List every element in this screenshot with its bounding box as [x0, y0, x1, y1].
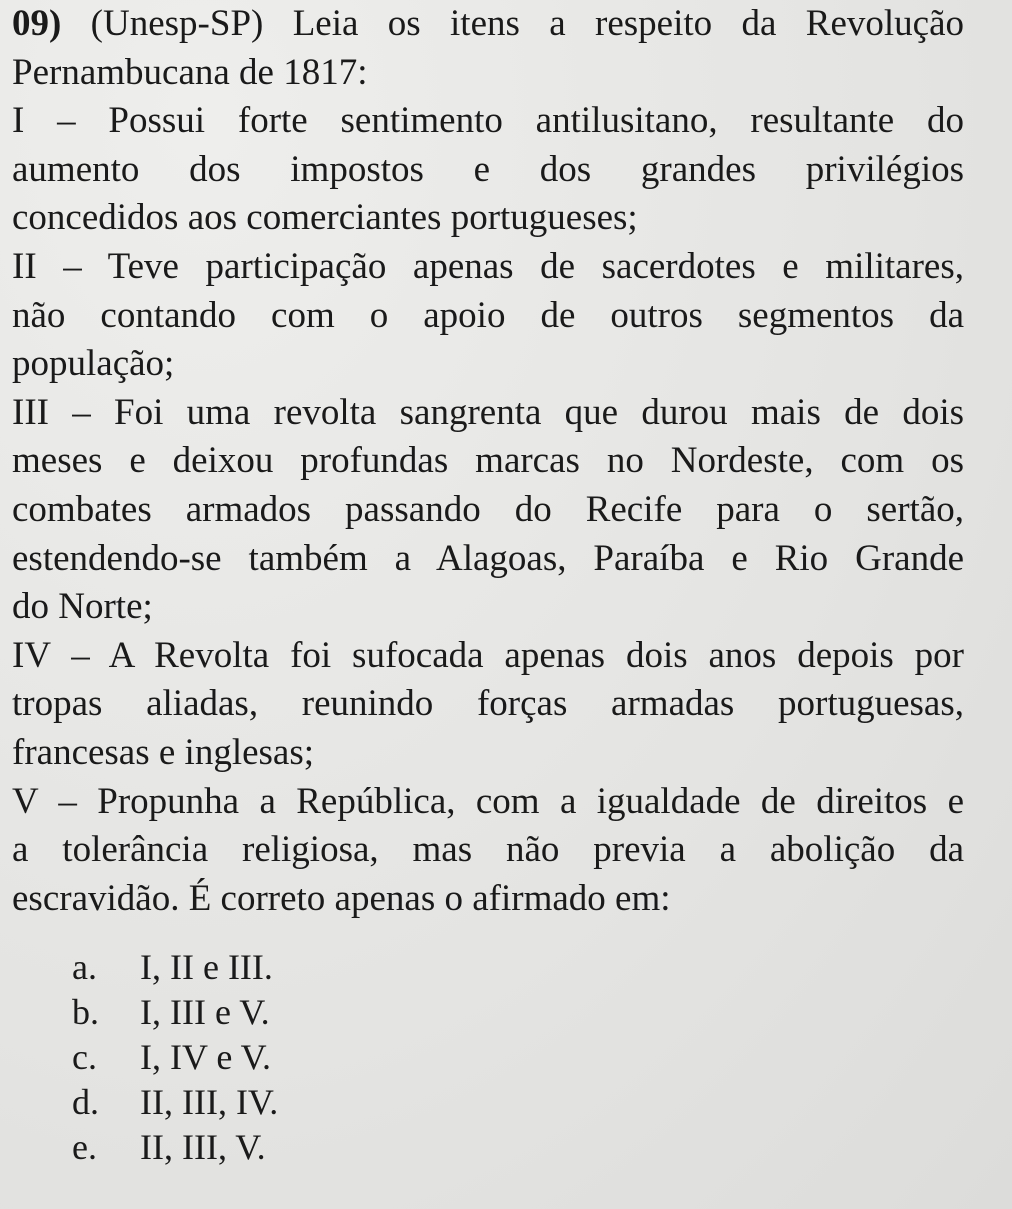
option-letter: d. — [72, 1082, 99, 1122]
option-text: II, III, IV. — [140, 1082, 279, 1122]
option-c[interactable] — [72, 1035, 278, 1080]
item-line: IV – A Revolta foi sufocada apenas dois anos depois por — [12, 634, 964, 676]
item-line: do Norte; — [12, 586, 153, 628]
option-b[interactable] — [72, 990, 278, 1035]
item-line: não contando com o apoio de outros segmentos da — [12, 294, 964, 336]
option-d[interactable] — [72, 1080, 278, 1125]
item-line: V – Propunha a República, com a igualdade de direitos e — [12, 780, 964, 822]
option-text: II, III, V. — [140, 1127, 266, 1167]
item-line: população; — [12, 343, 175, 385]
item-line: II – Teve participação apenas de sacerdotes e militares, — [12, 245, 964, 287]
option-text: I, II e III. — [140, 947, 273, 987]
question-number: 09) — [12, 3, 62, 44]
item-line: francesas e inglesas; — [12, 731, 315, 773]
item-line: concedidos aos comerciantes portugueses; — [12, 197, 638, 239]
item-line: escravidão. É correto apenas o afirmado em: — [12, 877, 671, 919]
question-text — [12, 0, 964, 923]
option-letter: a. — [72, 947, 97, 987]
option-text: I, III e V. — [140, 992, 270, 1032]
question-line-text: (Unesp-SP) Leia os itens a respeito da Revolução — [61, 3, 964, 44]
option-text: I, IV e V. — [140, 1037, 272, 1077]
item-line: tropas aliadas, reunindo forças armadas portuguesas, — [12, 683, 964, 725]
answer-options — [72, 945, 278, 1170]
item-line: a tolerância religiosa, mas não previa a abolição da — [12, 829, 964, 871]
option-letter: e. — [72, 1127, 97, 1167]
question-line: Pernambucana de 1817: — [12, 51, 368, 93]
option-e[interactable] — [72, 1125, 278, 1170]
option-letter: c. — [72, 1037, 97, 1077]
item-line: aumento dos impostos e dos grandes privilégios — [12, 148, 964, 190]
item-line: meses e deixou profundas marcas no Nordeste, com os — [12, 440, 964, 482]
item-line: I – Possui forte sentimento antilusitano, resultante do — [12, 100, 964, 142]
option-letter: b. — [72, 992, 99, 1032]
question-line — [12, 0, 964, 49]
item-line: estendendo-se também a Alagoas, Paraíba e Rio Grande — [12, 537, 964, 579]
item-line: III – Foi uma revolta sangrenta que durou mais de dois — [12, 391, 964, 433]
item-line: combates armados passando do Recife para o sertão, — [12, 488, 964, 530]
option-a[interactable] — [72, 945, 278, 990]
